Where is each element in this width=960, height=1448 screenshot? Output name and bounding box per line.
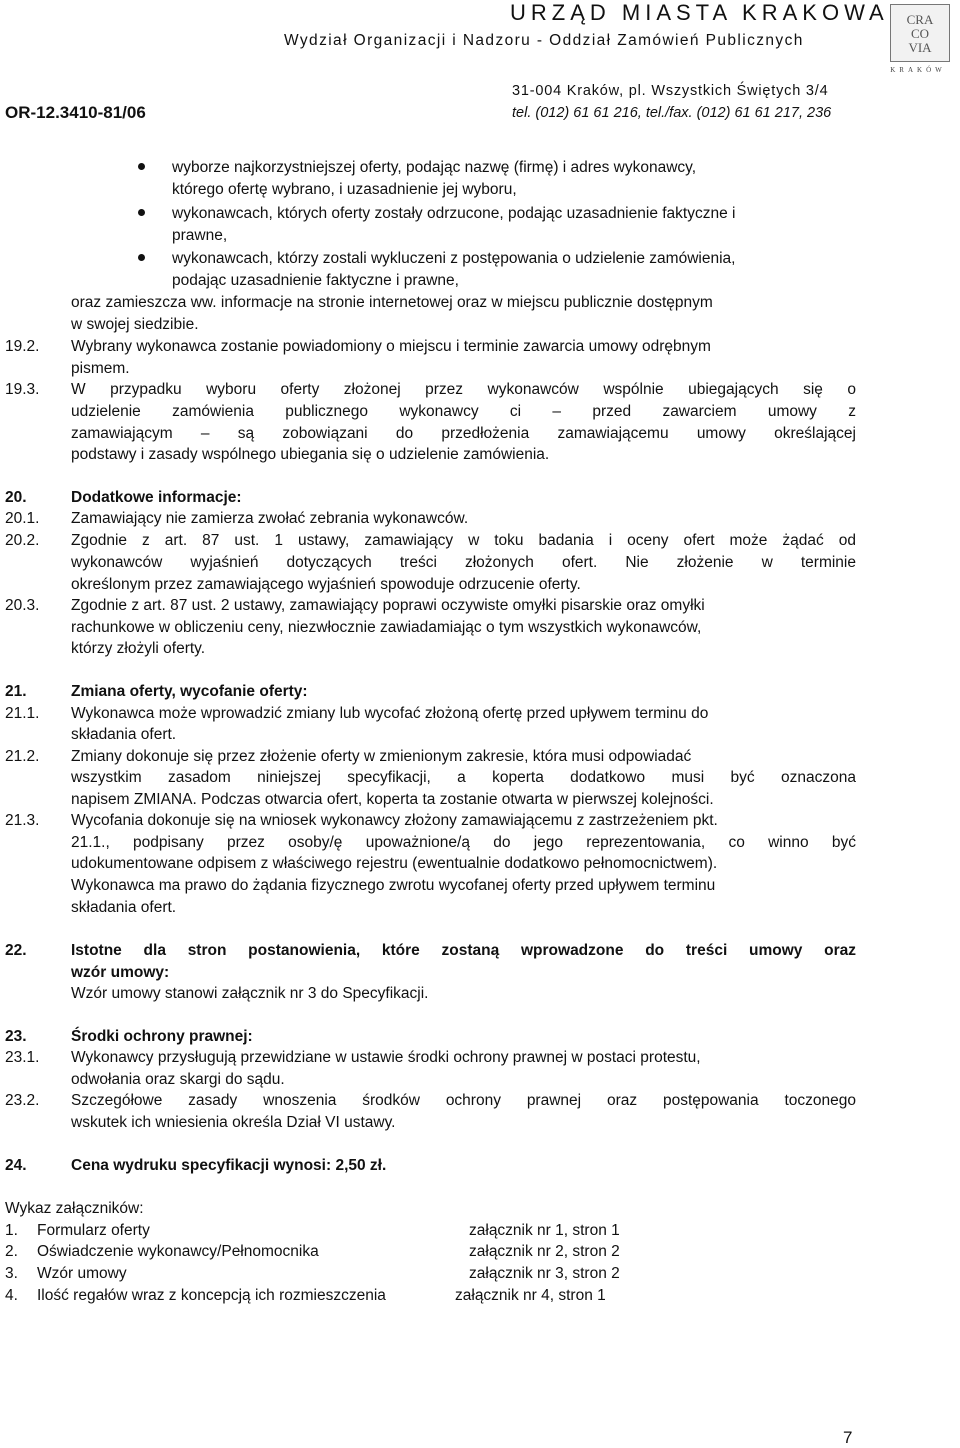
item-19-2-line-2: pismem. [71, 360, 130, 377]
item-number: 19.2. [5, 338, 40, 355]
attachment-number: 1. [5, 1222, 18, 1239]
attachment-name: Oświadczenie wykonawcy/Pełnomocnika [37, 1243, 319, 1260]
section-number: 24. [5, 1157, 27, 1174]
section-24-heading: Cena wydruku specyfikacji wynosi: 2,50 zł. [71, 1157, 387, 1174]
attachment-number: 2. [5, 1243, 18, 1260]
after-bullets-line-1: oraz zamieszcza ww. informacje na stronie internetowej oraz w miejscu publicznie dostępnym [71, 294, 713, 311]
section-20-heading: Dodatkowe informacje: [71, 489, 242, 506]
bullet-1-line-1: wyborze najkorzystniejszej oferty, podając nazwę (firmę) i adres wykonawcy, [172, 159, 697, 176]
bullet-2-line-2: prawne, [172, 227, 228, 244]
item-21-1-line-1: Wykonawca może wprowadzić zmiany lub wycofać złożoną ofertę przed upływem terminu do [71, 705, 709, 722]
section-22-heading-line-2: wzór umowy: [71, 964, 170, 981]
item-number: 20.3. [5, 597, 40, 614]
item-number: 19.3. [5, 381, 40, 398]
logo-line-3: VIA [908, 40, 932, 55]
item-21-2-line-2: wszystkim zasadom niniejszej specyfikacji, a koperta dodatkowo musi być oznaczona [71, 769, 856, 786]
item-19-2-line-1: Wybrany wykonawca zostanie powiadomiony o miejscu i terminie zawarcia umowy odrębnym [71, 338, 711, 355]
item-21-2-line-1: Zmiany dokonuje się przez złożenie oferty w zmienionym zakresie, która musi odpowiadać [71, 748, 692, 765]
section-number: 20. [5, 489, 27, 506]
item-20-3-line-2: rachunkowe w obliczeniu ceny, niezwłocznie zawiadamiając o tym wszystkich wykonawców, [71, 619, 702, 636]
item-20-2-line-2: wykonawców wyjaśnień dotyczących treści złożonych ofert. Nie złożenie w terminie [71, 554, 856, 571]
section-22-heading-line-1: Istotne dla stron postanowienia, które zostaną wprowadzone do treści umowy oraz [71, 942, 856, 959]
item-23-1-line-2: odwołania oraz skargi do sądu. [71, 1071, 285, 1088]
logo-line-1: CRA [906, 12, 934, 27]
attachment-ref: załącznik nr 4, stron 1 [455, 1287, 606, 1304]
bullet-dot-icon [138, 209, 145, 216]
attachment-ref: załącznik nr 3, stron 2 [469, 1265, 620, 1282]
item-21-2-line-3: napisem ZMIANA. Podczas otwarcia ofert, koperta ta zostanie otwarta w pierwszej kolejności. [71, 791, 714, 808]
item-21-1-line-2: składania ofert. [71, 726, 177, 743]
attachment-name: Wzór umowy [37, 1265, 127, 1282]
bullet-3-line-1: wykonawcach, którzy zostali wykluczeni z postępowania o udzielenie zamówienia, [172, 250, 736, 267]
item-21-3-line-4: Wykonawca ma prawo do żądania fizycznego zwrotu wycofanej oferty przed upływem terminu [71, 877, 716, 894]
document-reference: OR-12.3410-81/06 [5, 103, 146, 122]
after-bullets-line-2: w swojej siedzibie. [71, 316, 199, 333]
section-21-heading: Zmiana oferty, wycofanie oferty: [71, 683, 308, 700]
item-number: 20.2. [5, 532, 40, 549]
bullet-2-line-1: wykonawcach, których oferty zostały odrzucone, podając uzasadnienie faktyczne i [172, 205, 736, 222]
item-23-2-line-2: wskutek ich wniesienia określa Dział VI ustawy. [71, 1114, 396, 1131]
section-number: 23. [5, 1028, 27, 1045]
item-19-3-line-4: podstawy i zasady wspólnego ubiegania się o udzielenie zamówienia. [71, 446, 550, 463]
section-number: 22. [5, 942, 27, 959]
item-number: 20.1. [5, 510, 40, 527]
item-20-3-line-1: Zgodnie z art. 87 ust. 2 ustawy, zamawiający poprawi oczywiste omyłki pisarskie oraz omyłki [71, 597, 705, 614]
item-number: 21.2. [5, 748, 40, 765]
bullet-1-line-2: którego ofertę wybrano, i uzasadnienie jej wyboru, [172, 181, 517, 198]
section-23-heading: Środki ochrony prawnej: [71, 1028, 253, 1045]
item-20-3-line-3: którzy złożyli oferty. [71, 640, 206, 657]
office-phone: tel. (012) 61 61 216, tel./fax. (012) 61 61 217, 236 [512, 105, 832, 121]
attachment-number: 3. [5, 1265, 18, 1282]
department-subtitle: Wydział Organizacji i Nadzoru - Oddział Zamówień Publicznych [284, 32, 804, 49]
item-21-3-line-2: 21.1., podpisany przez osoby/ę upoważnione/ą do jego reprezentowania, co winno być [71, 834, 856, 851]
office-address: 31-004 Kraków, pl. Wszystkich Świętych 3/4 [512, 83, 829, 99]
item-number: 23.1. [5, 1049, 40, 1066]
item-19-3-line-3: zamawiającym – są zobowiązani do przedłożenia zamawiającemu umowy określającej [71, 425, 856, 442]
logo-line-2: CO [910, 26, 930, 41]
item-21-3-line-5: składania ofert. [71, 899, 177, 916]
item-number: 21.1. [5, 705, 40, 722]
bullet-dot-icon [138, 254, 145, 261]
office-title: URZĄD MIASTA KRAKOWA [510, 0, 889, 25]
logo-emblem [890, 4, 950, 62]
attachments-title: Wykaz załączników: [5, 1200, 144, 1217]
item-19-3-line-1: W przypadku wyboru oferty złożonej przez wykonawców wspólnie ubiegających się o [71, 381, 856, 398]
item-21-3-line-1: Wycofania dokonuje się na wniosek wykonawcy złożony zamawiającemu z zastrzeżeniem pkt. [71, 812, 718, 829]
attachment-name: Ilość regałów wraz z koncepcją ich rozmieszczenia [37, 1287, 386, 1304]
item-20-2-line-3: określonym przez zamawiającego wyjaśnień spowoduje odrzucenie oferty. [71, 576, 581, 593]
item-23-1-line-1: Wykonawcy przysługują przewidziane w ustawie środki ochrony prawnej w postaci protestu, [71, 1049, 701, 1066]
item-19-3-line-2: udzielenie zamówienia publicznego wykonawcy ci – przed zawarciem umowy z [71, 403, 856, 420]
attachment-ref: załącznik nr 1, stron 1 [469, 1222, 620, 1239]
item-23-2-line-1: Szczegółowe zasady wnoszenia środków ochrony prawnej oraz postępowania toczonego [71, 1092, 856, 1109]
section-22-text: Wzór umowy stanowi załącznik nr 3 do Specyfikacji. [71, 985, 429, 1002]
section-number: 21. [5, 683, 27, 700]
page-number: 7 [843, 1428, 853, 1447]
logo-caption: KRAKÓW [890, 66, 946, 74]
item-21-3-line-3: udokumentowane odpisem z właściwego rejestru (ewentualnie dodatkowo pełnomocnictwem). [71, 855, 718, 872]
attachment-ref: załącznik nr 2, stron 2 [469, 1243, 620, 1260]
bullet-3-line-2: podając uzasadnienie faktyczne i prawne, [172, 272, 459, 289]
cracovia-logo [880, 4, 956, 78]
attachment-name: Formularz oferty [37, 1222, 150, 1239]
item-number: 21.3. [5, 812, 40, 829]
attachment-number: 4. [5, 1287, 18, 1304]
item-number: 23.2. [5, 1092, 40, 1109]
item-20-1-line-1: Zamawiający nie zamierza zwołać zebrania wykonawców. [71, 510, 469, 527]
item-20-2-line-1: Zgodnie z art. 87 ust. 1 ustawy, zamawiający w toku badania i oceny ofert może żądać od [71, 532, 856, 549]
bullet-dot-icon [138, 163, 145, 170]
